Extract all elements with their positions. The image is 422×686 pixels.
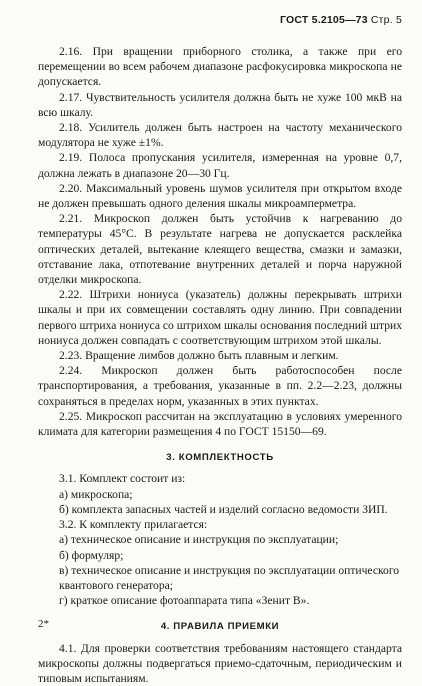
paragraph-2-23: 2.23. Вращение лимбов должно быть плавным и легким. <box>59 349 339 363</box>
section-heading-acceptance-rules: 4. ПРАВИЛА ПРИЕМКИ <box>160 621 280 633</box>
list-item: б) комплекта запасных частей и изделий согласно ведомости ЗИП. <box>59 502 388 516</box>
list-item: г) краткое описание фотоаппарата типа «Зенит В». <box>59 594 310 608</box>
list-item: б) формуляр; <box>59 548 124 562</box>
paragraph-3-1: 3.1. Комплект состоит из: <box>59 472 186 486</box>
paragraph-2-16: 2.16. При вращении приборного столика, а также при его перемещении во всем рабочем диапазоне расфокусировка микроскопа не допускается. <box>38 45 402 89</box>
paragraph-2-21: 2.21. Микроскоп должен быть устойчив к нагреванию до температуры 45°С. В результате нагрева не допускается расклейка оптических деталей, вытекание клеящего вещества, смазки и замазки, отставание лака, отпотевание внутренних деталей и порча наружной отделки микроскопа. <box>38 212 402 287</box>
section-heading-completeness: 3. КОМПЛЕКТНОСТЬ <box>166 452 274 464</box>
paragraph-2-20: 2.20. Максимальный уровень шумов усилителя при открытом входе не должен превышать одного деления шкалы микроамперметра. <box>38 181 402 211</box>
document-body <box>38 44 402 686</box>
page-header <box>280 14 402 26</box>
list-item: а) микроскопа; <box>59 487 133 501</box>
paragraph-2-22: 2.22. Штрихи нониуса (указатель) должны перекрывать штрихи шкалы и при их совмещении составлять одну линию. При совпадении первого штриха нониуса со штрихом шкалы основания последний штрих нониуса должен совпадать с соответствующим штрихом этой шкалы. <box>38 288 403 347</box>
standard-number: ГОСТ 5.2105—73 <box>280 14 368 26</box>
paragraph-4-1: 4.1. Для проверки соответствия требованиям настоящего стандарта микроскопы должны подвергаться приемо-сдаточным, периодическим и типовым испытаниям. <box>38 641 402 685</box>
list-item: в) техническое описание и инструкция по эксплуатации оптического квантового генератора; <box>59 563 400 592</box>
paragraph-2-18: 2.18. Усилитель должен быть настроен на частоту механического модулятора не хуже ±1%. <box>38 121 402 150</box>
paragraph-2-25: 2.25. Микроскоп рассчитан на эксплуатацию в условиях умеренного климата для категории размещения 4 по ГОСТ 15150—69. <box>38 409 402 439</box>
paragraph-3-2: 3.2. К комплекту прилагается: <box>59 518 208 532</box>
page-number: Стр. 5 <box>370 14 402 26</box>
paragraph-2-19: 2.19. Полоса пропускания усилителя, измеренная на уровне 0,7, должна лежать в диапазоне 20—30 Гц. <box>38 151 402 180</box>
paragraph-2-17: 2.17. Чувствительность усилителя должна быть не хуже 100 мкВ на всю шкалу. <box>38 90 402 119</box>
list-item: а) техническое описание и инструкция по эксплуатации; <box>59 533 339 547</box>
paragraph-2-24: 2.24. Микроскоп должен быть работоспособен после транспортирования, а требования, указанные в пп. 2.2—2.23, должны сохраняться в пределах норм, указанных в этих пунктах. <box>38 364 402 408</box>
signature-mark: 2* <box>38 618 49 630</box>
